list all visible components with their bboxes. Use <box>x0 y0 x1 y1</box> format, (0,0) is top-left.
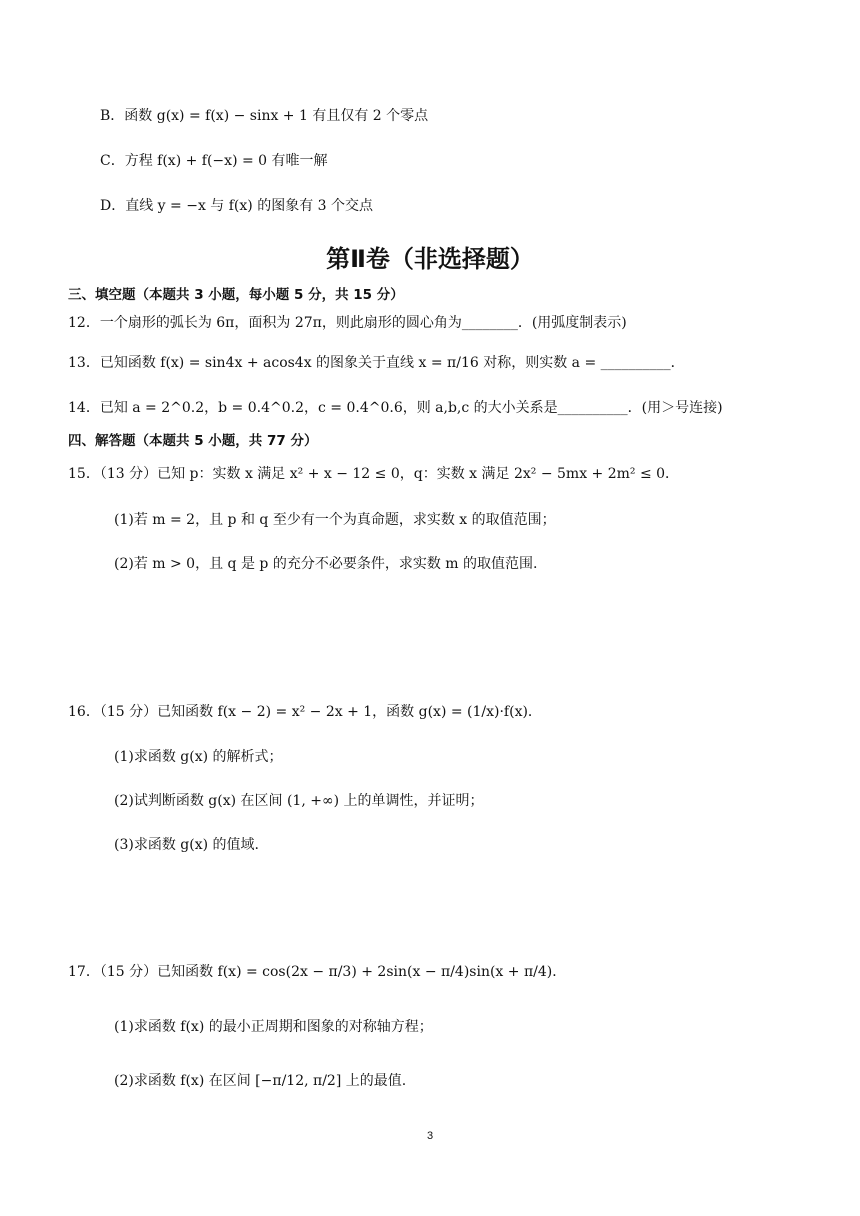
question-13: 13．已知函数 f(x) = sin4x + acos4x 的图象关于直线 x = π/16 对称，则实数 a = __________． <box>68 355 685 371</box>
question-16-part-2: (2)试判断函数 g(x) 在区间 (1, +∞) 上的单调性，并证明； <box>114 793 484 809</box>
section-heading-answer: 四、解答题（本题共 5 小题，共 77 分） <box>68 433 318 449</box>
question-15-part-2: (2)若 m > 0，且 q 是 p 的充分不必要条件，求实数 m 的取值范围. <box>114 556 538 572</box>
option-c: C．方程 f(x) + f(−x) = 0 有唯一解 <box>100 153 328 169</box>
question-17-part-2: (2)求函数 f(x) 在区间 [−π/12, π/2] 上的最值. <box>114 1073 407 1089</box>
question-14: 14．已知 a = 2^0.2，b = 0.4^0.2，c = 0.4^0.6，则 a,b,c 的大小关系是__________．(用＞号连接) <box>68 400 723 416</box>
question-15-stem: 15．（13 分）已知 p：实数 x 满足 x² + x − 12 ≤ 0，q：实数 x 满足 2x² − 5mx + 2m² ≤ 0． <box>68 466 680 482</box>
option-d: D．直线 y = −x 与 f(x) 的图象有 3 个交点 <box>100 198 373 214</box>
question-15-part-1: (1)若 m = 2，且 p 和 q 至少有一个为真命题，求实数 x 的取值范围； <box>114 512 556 528</box>
question-17-part-1: (1)求函数 f(x) 的最小正周期和图象的对称轴方程； <box>114 1019 433 1035</box>
question-16-stem: 16．（15 分）已知函数 f(x − 2) = x² − 2x + 1，函数 g(x) = (1/x)·f(x)． <box>68 704 542 720</box>
section-heading-fill-in: 三、填空题（本题共 3 小题，每小题 5 分，共 15 分） <box>68 287 404 303</box>
part-title: 第Ⅱ卷（非选择题） <box>326 245 534 273</box>
question-16-part-1: (1)求函数 g(x) 的解析式； <box>114 749 283 765</box>
question-12: 12．一个扇形的弧长为 6π，面积为 27π，则此扇形的圆心角为________．(用弧度制表示) <box>68 315 627 331</box>
option-b: B．函数 g(x) = f(x) − sinx + 1 有且仅有 2 个零点 <box>100 108 429 124</box>
question-16-part-3: (3)求函数 g(x) 的值域. <box>114 837 259 853</box>
question-17-stem: 17．（15 分）已知函数 f(x) = cos(2x − π/3) + 2sin(x − π/4)sin(x + π/4)． <box>68 964 567 980</box>
page-number: 3 <box>426 1130 434 1142</box>
